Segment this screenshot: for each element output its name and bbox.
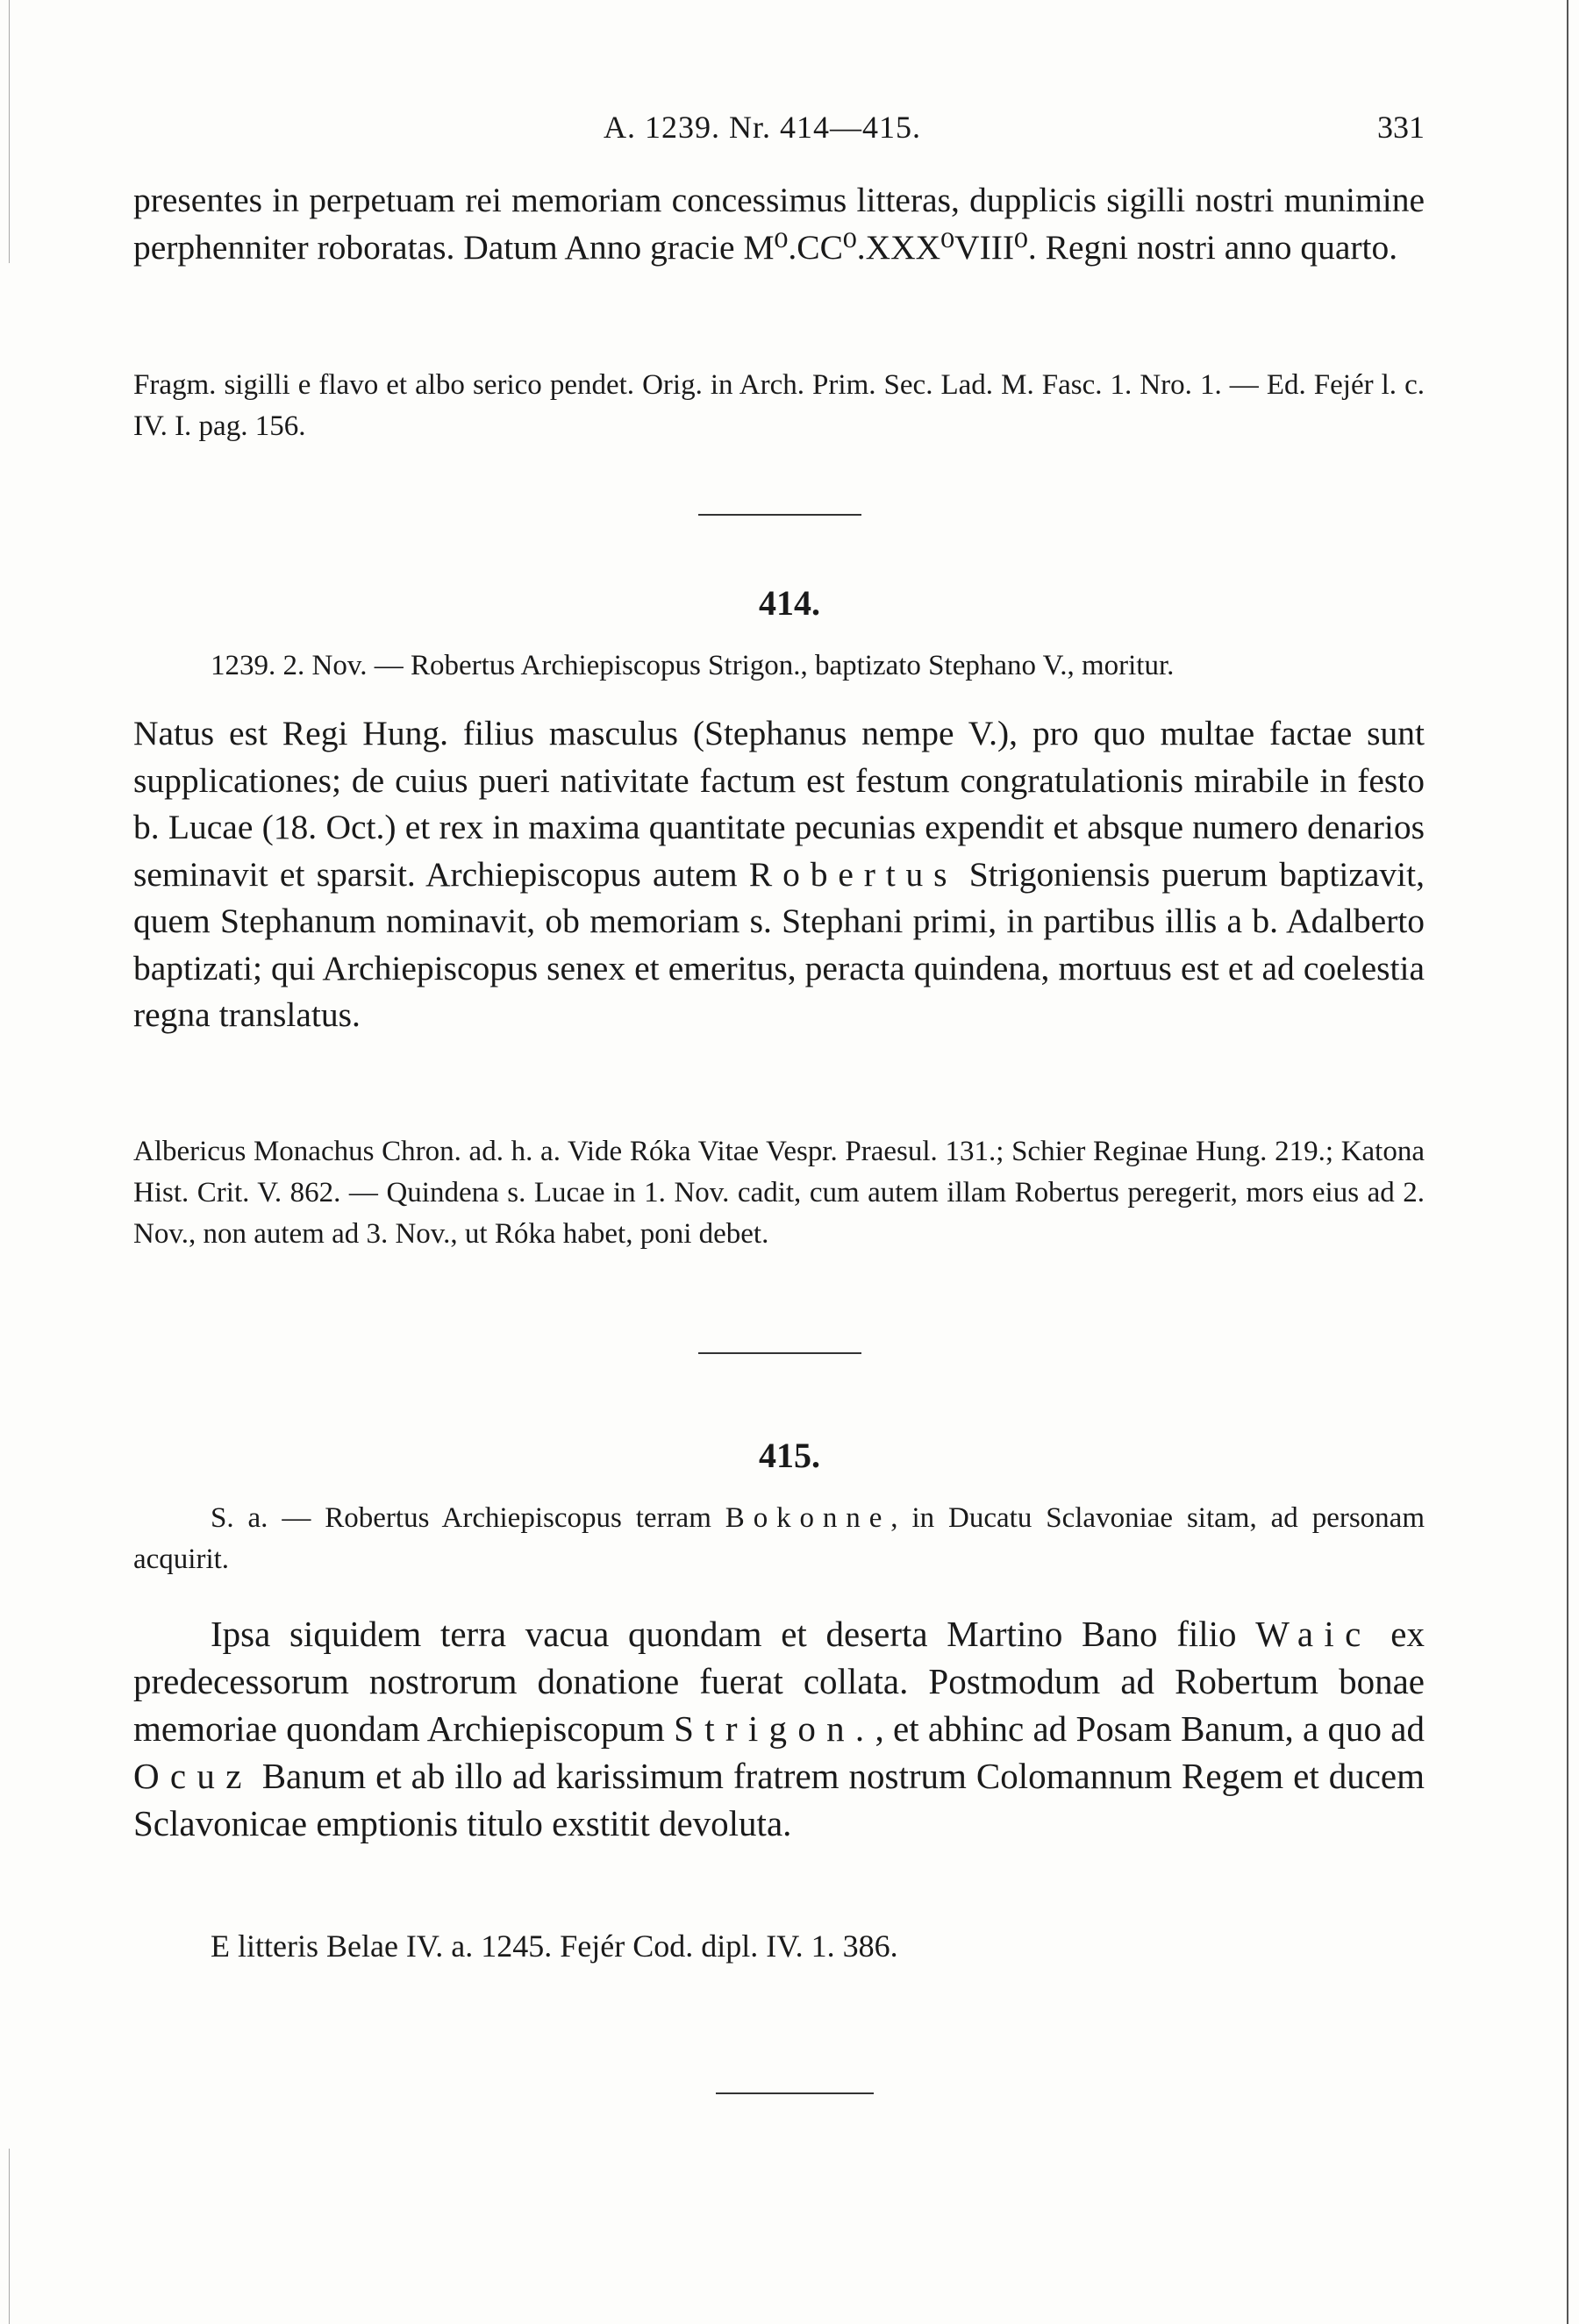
- section-divider-2: [698, 1352, 861, 1354]
- entry-415-body-name-3: Ocuz: [133, 1756, 253, 1796]
- entry-415-body-part-2: ex predecessorum nostrorum donatione fuerat collata. Postmodum ad Robertum bonae memoriae quondam Archiepiscopum: [133, 1614, 1425, 1749]
- section-divider-1: [698, 514, 861, 516]
- entry-415-source: E litteris Belae IV. a. 1245. Fejér Cod. dipl. IV. 1. 386.: [211, 1928, 898, 1964]
- running-title: A. 1239. Nr. 414—415.: [604, 110, 921, 145]
- entry-415-body: [133, 1610, 1425, 1847]
- scan-edge-right: [1567, 0, 1568, 2324]
- entry-414-body-part-2: Strigoniensis puerum baptizavit, quem Stephanum nominavit, ob memoriam s. Stephani primi, in partibus illis a b. Adalberto baptizati; qui Archiepiscopus senex et emeritus, peracta quindena, mortuus est et ad coelestia regna translatus.: [133, 854, 1425, 1034]
- entry-414-body-name: Robertus: [748, 854, 958, 894]
- entry-415-summary-name: Bokonne: [725, 1502, 891, 1534]
- entry-415-number: 415.: [759, 1436, 820, 1475]
- entry-414-body: [133, 710, 1425, 1039]
- entry-415-body-part-3: , et abhinc ad Posam Banum, a quo ad: [875, 1708, 1425, 1749]
- page-header: [205, 105, 1425, 149]
- continuation-note: Fragm. sigilli e flavo et albo serico pendet. Orig. in Arch. Prim. Sec. Lad. M. Fasc. 1. Nro. 1. — Ed. Fejér l. c. IV. I. pag. 156.: [133, 369, 1425, 442]
- scan-edge-left-top: [9, 0, 10, 263]
- entry-414-note: Albericus Monachus Chron. ad. h. a. Vide Róka Vitae Vespr. Praesul. 131.; Schier Reginae Hung. 219.; Katona Hist. Crit. V. 862. — Quindena s. Lucae in 1. Nov. cadit, cum autem illam Robertus peregerit, mors eius ad 2. Nov., non autem ad 3. Nov., ut Róka habet, poni debet.: [133, 1136, 1425, 1250]
- entry-414-body-part-1: Natus est Regi Hung. filius masculus (Stephanus nempe V.), pro quo multae factae sunt supplicationes; de cuius pueri nativitate factum est festum congratulationis mirabile in festo b. Lucae (18. Oct.) et rex in maxima quantitate pecunias expendit et absque numero denarios seminavit et sparsit. Archiepiscopus autem: [133, 714, 1425, 894]
- continuation-text: presentes in perpetuam rei memoriam concessimus litteras, dupplicis sigilli nostri munimine perphenniter roboratas. Datum Anno gracie M⁰.CC⁰.XXX⁰VIII⁰. Regni nostri anno quarto.: [133, 181, 1425, 267]
- entry-415-summary: [133, 1498, 1425, 1580]
- entry-415-summary-part-2: , in Ducatu Sclavoniae sitam, ad personam acquirit.: [133, 1502, 1425, 1575]
- entry-415-body-part-4: Banum et ab illo ad karissimum fratrem nostrum Colomannum Regem et ducem Sclavonicae emptionis titulo exstitit devoluta.: [133, 1756, 1425, 1843]
- entry-414-number: 414.: [759, 583, 820, 623]
- scan-edge-left-bottom: [9, 2149, 10, 2324]
- entry-415-body-part-1: Ipsa siquidem terra vacua quondam et deserta Martino Bano filio: [211, 1614, 1237, 1654]
- entry-415-summary-part-1: S. a. — Robertus Archiepiscopus terram: [211, 1502, 711, 1534]
- page-number: 331: [1377, 110, 1425, 145]
- section-divider-3: [716, 2092, 874, 2094]
- entry-414-summary: 1239. 2. Nov. — Robertus Archiepiscopus Strigon., baptizato Stephano V., moritur.: [211, 650, 1175, 681]
- entry-415-body-name-2: Strigon.: [674, 1708, 875, 1749]
- entry-415-body-name-1: Waic: [1255, 1614, 1372, 1654]
